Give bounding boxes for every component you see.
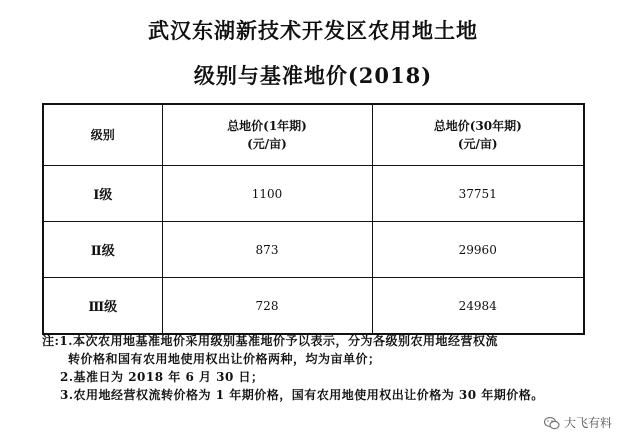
table-row [43,278,584,335]
row-price-1yr: 728 [162,278,372,335]
header-level: 级别 [43,104,162,166]
row-level: Ⅱ级 [43,222,162,278]
row-level: Ⅲ级 [43,278,162,335]
row-price-30yr: 37751 [372,166,584,222]
document-title-line2: 级别与基准地价(2018) [193,63,433,88]
row-price-1yr: 1100 [162,166,372,222]
header-price-30yr-title: 总地价(30年期) [433,119,522,133]
note-1-line1: 注:1.本次农用地基准地价采用级别基准地价予以表示，分为各级别农用地经营权流 [42,334,498,348]
document-title-line1: 武汉东湖新技术开发区农用地土地 [148,18,478,43]
notes-section [42,332,602,404]
table-row [43,166,584,222]
watermark-text: 大飞有料 [563,416,612,430]
row-price-1yr: 873 [162,222,372,278]
header-price-1yr [162,104,372,166]
header-price-30yr [372,104,584,166]
note-2: 2.基准日为 2018 年 6 月 30 日； [60,370,264,384]
table-header-row [43,104,584,166]
land-price-table [42,103,585,335]
header-price-1yr-unit: (元/亩) [247,137,287,151]
row-price-30yr: 29960 [372,222,584,278]
note-1-line2: 转价格和国有农用地使用权出让价格两种，均为亩单价； [68,352,381,366]
watermark [544,414,612,431]
table-row [43,222,584,278]
wechat-icon [544,415,560,431]
row-price-30yr: 24984 [372,278,584,335]
header-price-1yr-title: 总地价(1年期) [227,119,307,133]
row-level: Ⅰ级 [43,166,162,222]
note-3: 3.农用地经营权流转价格为 1 年期价格，国有农用地使用权出让价格为 30 年期价格。 [60,388,544,402]
header-price-30yr-unit: (元/亩) [457,137,498,151]
